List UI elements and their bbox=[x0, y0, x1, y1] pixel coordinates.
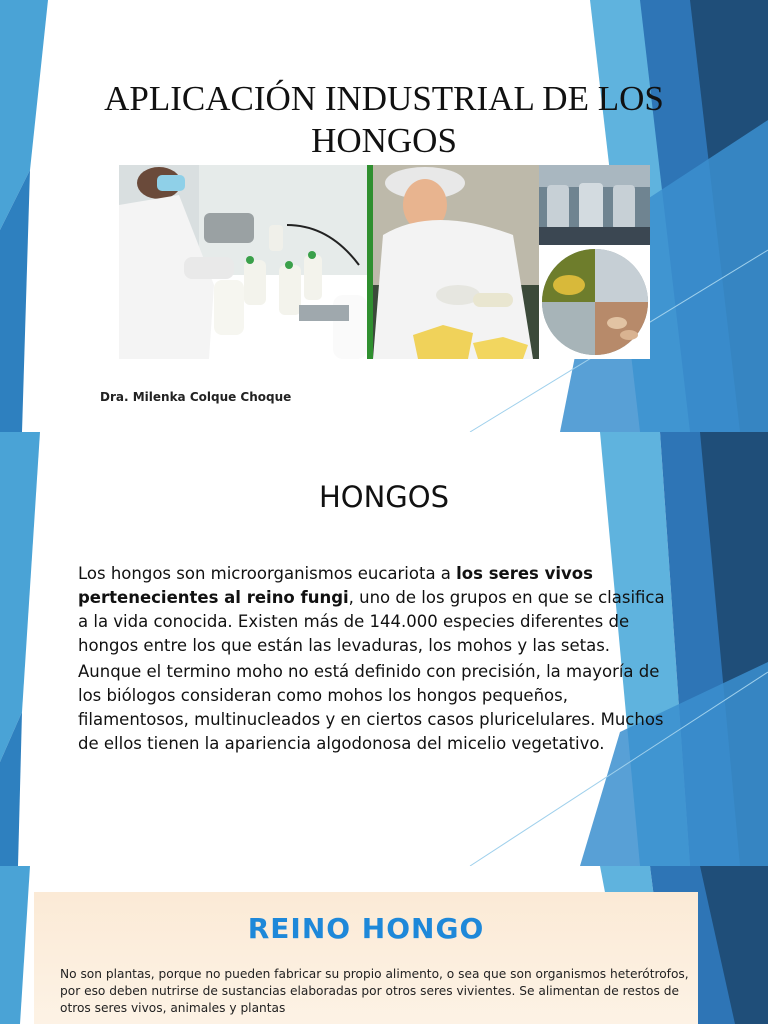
paragraph-1 bbox=[78, 562, 678, 658]
paragraph-text: , uno de los grupos en que se clasifica a la vida conocida. Existen más de 144.000 especies diferentes de hongos entre los que están las levaduras, los mohos y las setas. bbox=[78, 588, 665, 655]
paragraph-2: Aunque el termino moho no está definido con precisión, la mayoría de los biólogos consideran como mohos los hongos pequeños, filamentosos, multinucleados y en ciertos casos pluricelulares. Muchos de ellos tienen la apariencia algodonosa del micelio vegetativo. bbox=[78, 662, 664, 753]
panel-title: REINO HONGO bbox=[247, 912, 485, 945]
paragraph-bold-text: los seres vivos pertenecientes al reino fungi bbox=[78, 564, 593, 607]
worker-photo bbox=[373, 165, 539, 359]
slide-title: APLICACIÓN INDUSTRIAL DE LOS HONGOS bbox=[104, 79, 664, 160]
paragraph-text: Los hongos son microorganismos eucariota a bbox=[78, 564, 457, 583]
panel-text: No son plantas, porque no pueden fabricar su propio alimento, o sea que son organismos heterótrofos, por eso deben nutrirse de sustancias elaboradas por otros seres vivientes. Se alimentan de restos de otros seres vivos, animales y plantas bbox=[60, 967, 689, 1015]
slide-2 bbox=[0, 432, 768, 866]
author-name: Dra. Milenka Colque Choque bbox=[100, 390, 292, 404]
lab-photo bbox=[119, 165, 367, 359]
slide-title: HONGOS bbox=[318, 480, 450, 514]
reactor-photo bbox=[539, 165, 650, 245]
info-panel bbox=[34, 892, 698, 1024]
slide-1 bbox=[0, 0, 768, 432]
slide-3 bbox=[0, 866, 768, 1024]
mushroom-collage bbox=[539, 245, 650, 359]
photo-collage bbox=[119, 165, 650, 359]
